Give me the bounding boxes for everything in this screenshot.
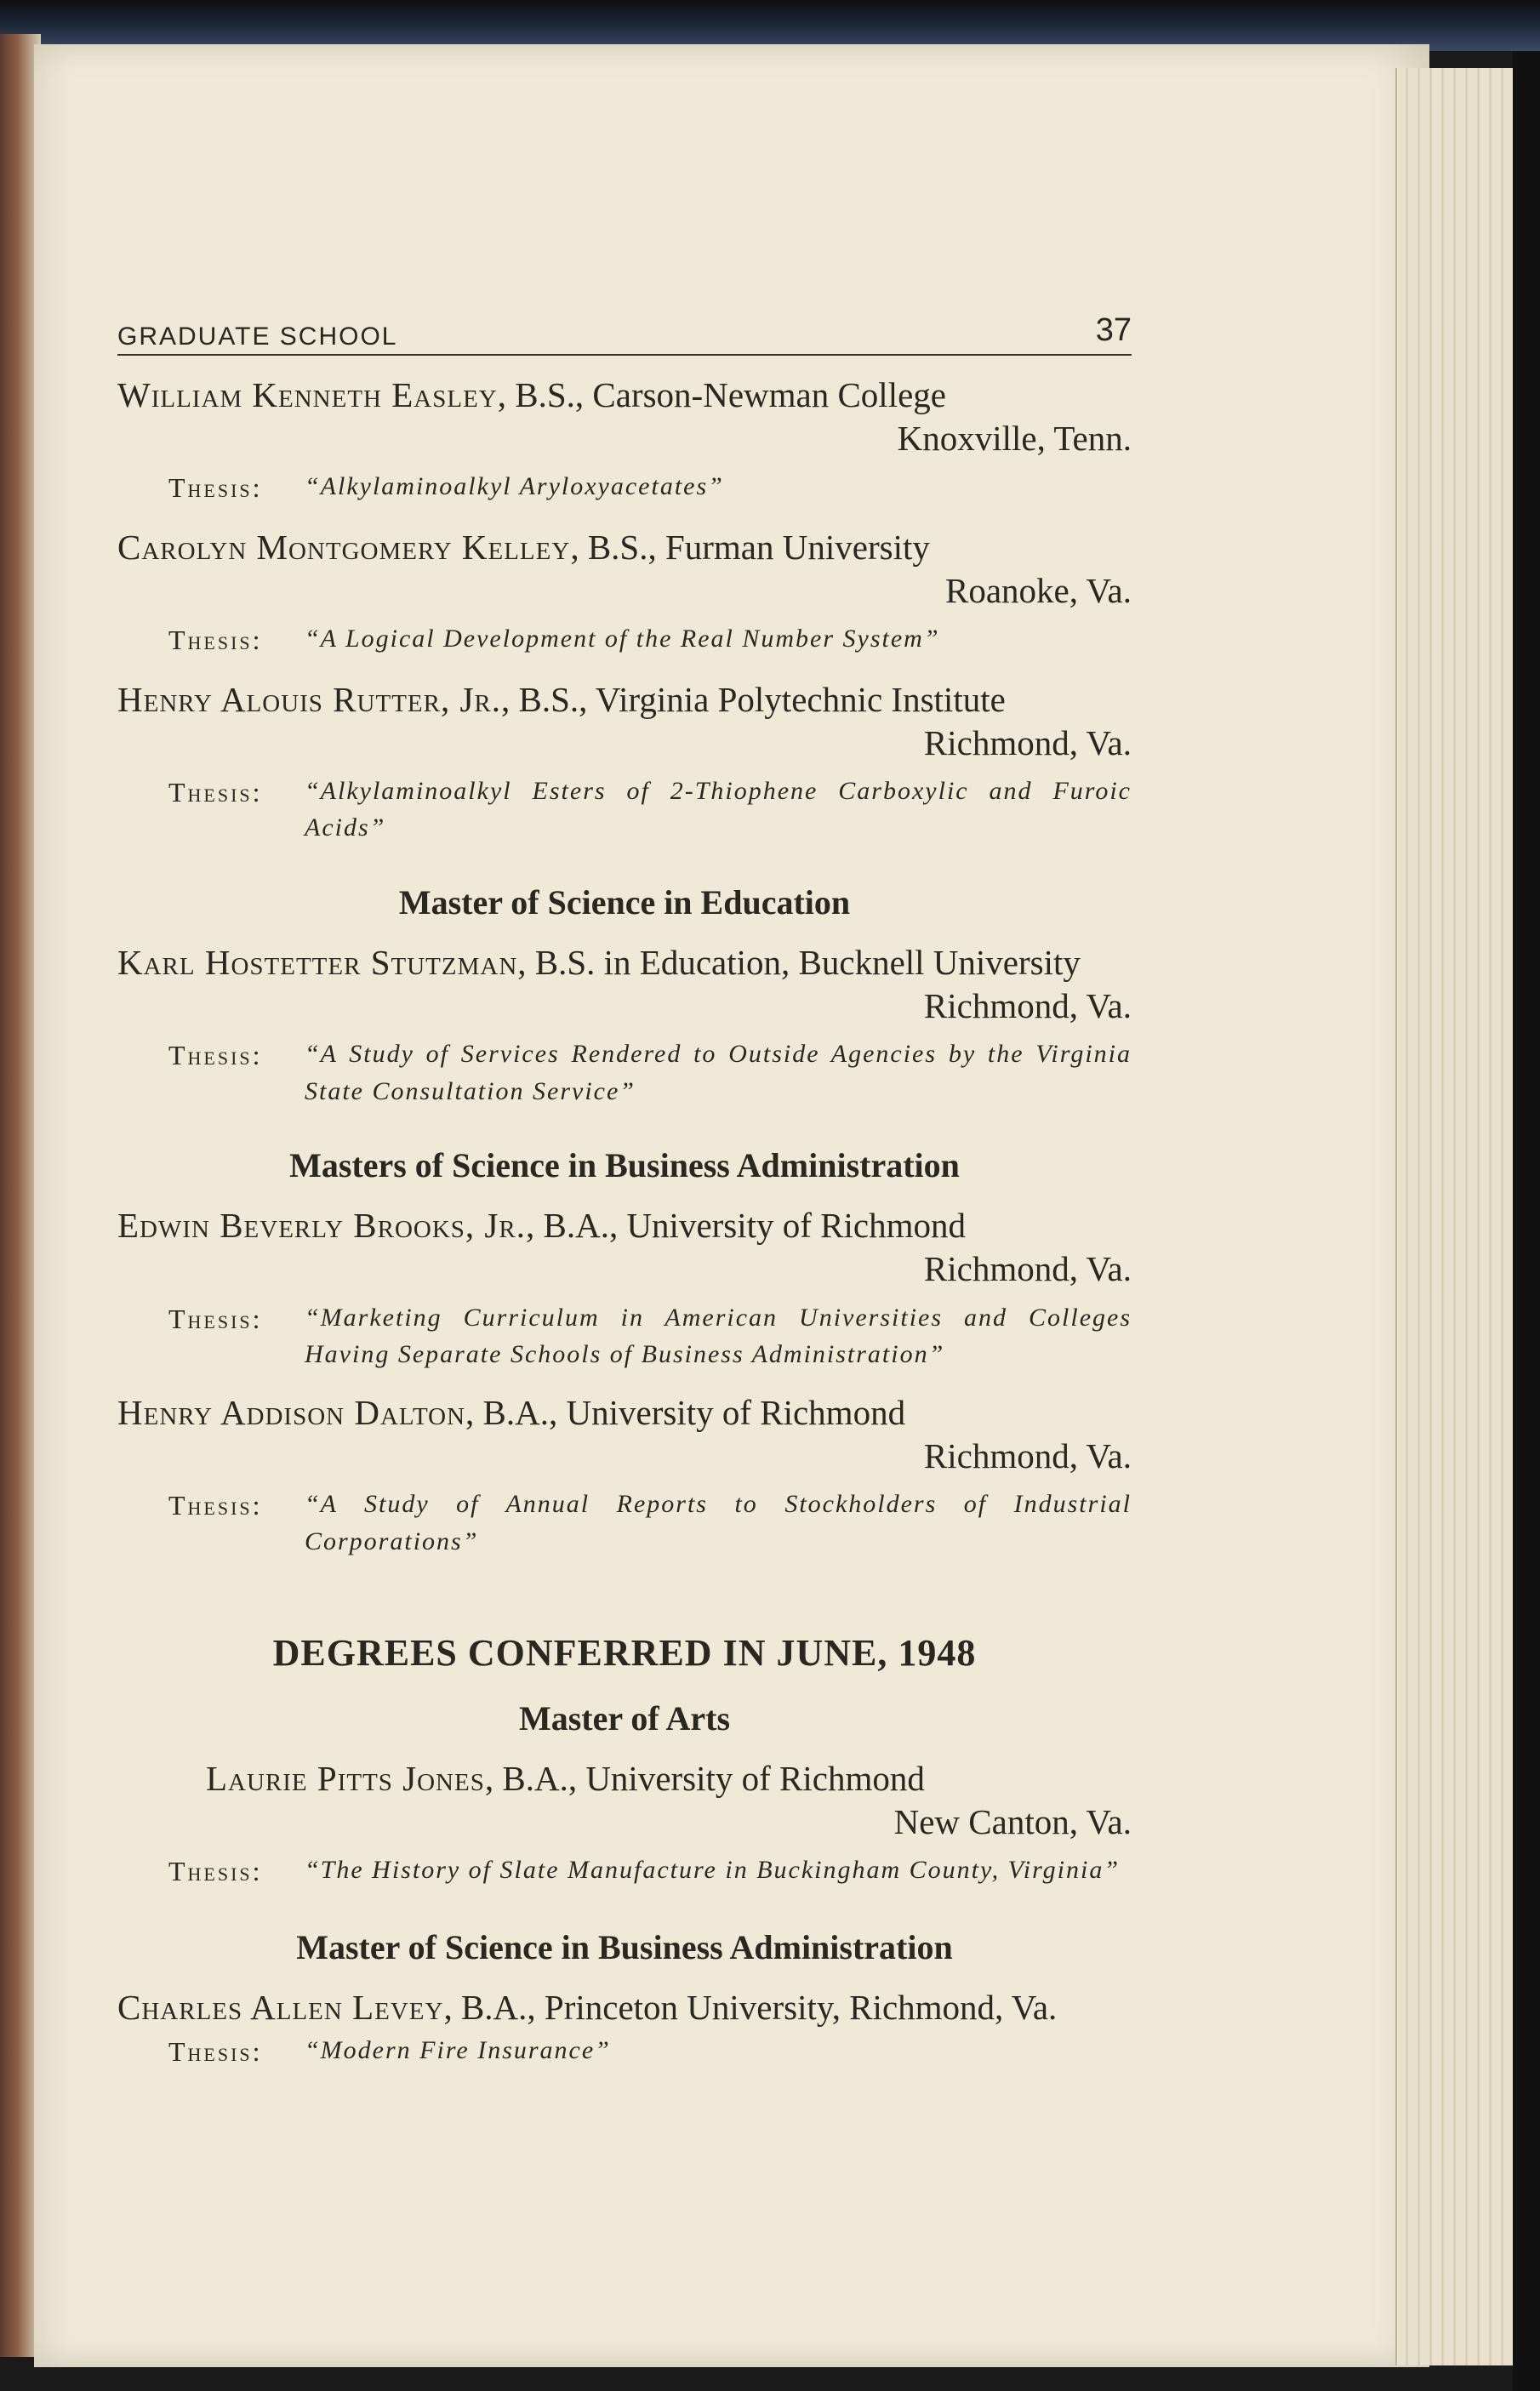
graduate-location: Richmond, Va. [923,986,1132,1026]
graduate-name: Henry Addison Dalton [117,1392,466,1432]
thesis-label: Thesis: [168,1303,263,1334]
page-stack-edges [1395,68,1516,2365]
graduate-name: Laurie Pitts Jones [206,1758,485,1798]
thesis-label: Thesis: [168,2035,263,2067]
graduate-name: William Kenneth Easley [117,375,498,414]
thesis-line [117,1486,1132,1560]
thesis-label: Thesis: [168,472,263,504]
thesis-line [117,2032,1132,2071]
graduate-entry [117,942,1132,1110]
graduate-credentials: , B.S., Furman University [570,527,930,567]
thesis-label: Thesis: [168,625,263,656]
graduate-entry [117,1987,1132,2072]
graduate-credentials: , B.A., University of Richmond [465,1392,906,1432]
graduate-entry [117,374,1132,508]
major-heading: DEGREES CONFERRED IN JUNE, 1948 [272,1632,977,1675]
thesis-label: Thesis: [168,1856,263,1887]
graduate-name: Karl Hostetter Stutzman [117,942,518,982]
thesis-title: “Modern Fire Insurance” [305,2035,611,2064]
thesis-line [117,468,1132,507]
background-right [1513,51,1540,2391]
graduate-name: Edwin Beverly Brooks, Jr. [117,1206,526,1246]
thesis-title: “The History of Slate Manufacture in Buckingham County, Virginia” [305,1856,1121,1885]
graduate-entry [117,679,1132,847]
thesis-title: “Alkylaminoalkyl Aryloxyacetates” [305,472,724,501]
thesis-label: Thesis: [168,776,263,807]
section-heading: Masters of Science in Business Administration [289,1146,960,1185]
graduate-entry [117,527,1132,660]
page-number: 37 [1095,312,1132,348]
thesis-title: “A Logical Development of the Real Number System” [305,625,940,653]
graduate-entry [117,1392,1132,1560]
graduate-location: Roanoke, Va. [944,570,1132,610]
thesis-line [117,773,1132,847]
thesis-label: Thesis: [168,1040,263,1071]
graduate-entry [117,1758,1132,1892]
graduate-name: Charles Allen Levey [117,1987,444,2027]
graduate-credentials: , B.A., University of Richmond [525,1206,967,1246]
thesis-line [117,1036,1132,1110]
graduate-location: New Canton, Va. [893,1802,1132,1842]
graduate-location: Richmond, Va. [923,1249,1132,1289]
running-head-title: GRADUATE SCHOOL [117,322,398,351]
graduate-credentials: , B.A., University of Richmond [484,1758,925,1798]
graduate-location: Knoxville, Tenn. [897,419,1132,459]
thesis-title: “Alkylaminoalkyl Esters of 2-Thiophene Carboxylic and Furoic Acids” [305,776,1132,842]
graduate-credentials: , B.S. in Education, Bucknell University [517,942,1081,982]
thesis-line [117,1852,1132,1891]
thesis-line [117,620,1132,659]
section-heading: Master of Science in Business Administration [296,1927,953,1966]
thesis-title: “Marketing Curriculum in American Universities and Colleges Having Separate Schools of Business Administration” [305,1303,1132,1369]
thesis-title: “A Study of Services Rendered to Outside Agencies by the Virginia State Consultation Service” [305,1040,1132,1105]
graduate-location: Richmond, Va. [923,722,1132,762]
graduate-location: Richmond, Va. [923,1435,1132,1475]
graduate-credentials: , B.S., Virginia Polytechnic Institute [501,679,1006,719]
graduate-name: Henry Alouis Rutter, Jr. [117,679,502,719]
graduate-entry [117,1205,1132,1372]
section-heading: Master of Arts [518,1698,731,1738]
graduate-name: Carolyn Montgomery Kelley [117,527,571,567]
section-heading: Master of Science in Education [398,882,851,922]
graduate-credentials: , B.S., Carson-Newman College [497,375,946,414]
page-content [117,306,1132,2071]
running-head [117,306,1132,356]
graduate-credentials: , B.A., Princeton University, Richmond, Va. [443,1987,1058,2027]
thesis-label: Thesis: [168,1490,263,1521]
book-cover-edge [0,0,1540,51]
thesis-title: “A Study of Annual Reports to Stockholders of Industrial Corporations” [305,1490,1132,1555]
thesis-line [117,1299,1132,1373]
